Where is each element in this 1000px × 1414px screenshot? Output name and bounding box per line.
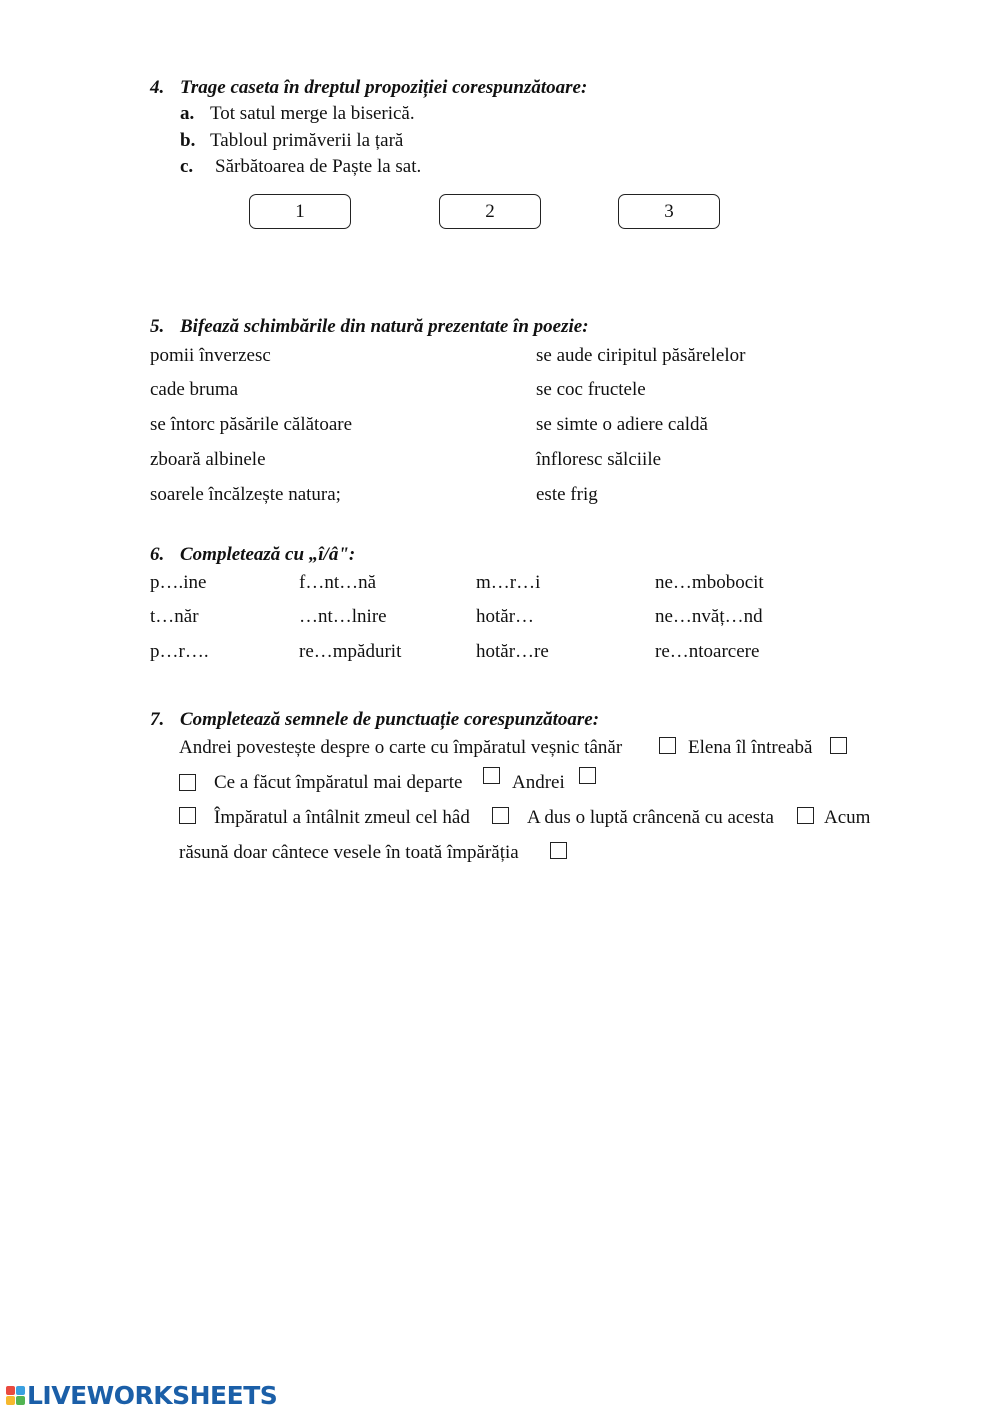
exercise-7-title bbox=[150, 710, 599, 729]
fill-word[interactable]: re…ntoarcere bbox=[655, 641, 760, 662]
logo-square bbox=[16, 1396, 25, 1405]
nature-option[interactable]: pomii înverzesc bbox=[150, 345, 271, 366]
option-text: Tabloul primăverii la țară bbox=[210, 130, 404, 151]
nature-option[interactable]: zboară albinele bbox=[150, 449, 266, 470]
punctuation-box[interactable] bbox=[483, 767, 500, 784]
nature-option[interactable]: cade bruma bbox=[150, 379, 239, 400]
fill-word[interactable]: …nt…lnire bbox=[299, 606, 387, 627]
option-letter: c. bbox=[180, 156, 194, 177]
exercise-5-number: 5. bbox=[150, 316, 165, 337]
nature-option[interactable]: este frig bbox=[536, 484, 598, 505]
punctuation-box[interactable] bbox=[492, 807, 509, 824]
exercise-4-option-a bbox=[180, 104, 415, 123]
punctuation-box[interactable] bbox=[179, 774, 196, 791]
punctuation-text: Acum bbox=[824, 807, 871, 828]
nature-option[interactable]: înfloresc sălciile bbox=[536, 449, 662, 470]
punctuation-box[interactable] bbox=[659, 737, 676, 754]
punctuation-box[interactable] bbox=[579, 767, 596, 784]
exercise-4-number: 4. bbox=[150, 77, 165, 98]
punctuation-box[interactable] bbox=[550, 842, 567, 859]
nature-option[interactable]: se aude ciripitul păsărelelor bbox=[536, 345, 746, 366]
exercise-5-title bbox=[150, 317, 589, 336]
punctuation-text: Ce a făcut împăratul mai departe bbox=[214, 772, 463, 793]
option-letter: a. bbox=[180, 103, 195, 124]
logo-square bbox=[6, 1386, 15, 1395]
fill-word[interactable]: re…mpădurit bbox=[299, 641, 402, 662]
punctuation-text: A dus o luptă crâncenă cu acesta bbox=[527, 807, 774, 828]
drag-box-2[interactable]: 2 bbox=[439, 194, 541, 229]
exercise-6-number: 6. bbox=[150, 544, 165, 565]
nature-option[interactable]: se coc fructele bbox=[536, 379, 646, 400]
punctuation-box[interactable] bbox=[797, 807, 814, 824]
option-text: Tot satul merge la biserică. bbox=[210, 103, 415, 124]
fill-word[interactable]: p….ine bbox=[150, 572, 207, 593]
liveworksheets-logo bbox=[6, 1381, 277, 1409]
punctuation-box[interactable] bbox=[179, 807, 196, 824]
exercise-4-title-text: Trage caseta în dreptul propoziției corespunzătoare: bbox=[180, 77, 588, 98]
punctuation-text: Împăratul a întâlnit zmeul cel hâd bbox=[214, 807, 470, 828]
punctuation-text: Andrei bbox=[512, 772, 565, 793]
fill-word[interactable]: ne…mbobocit bbox=[655, 572, 764, 593]
logo-text: LIVEWORKSHEETS bbox=[27, 1380, 278, 1410]
exercise-4-title bbox=[150, 78, 587, 97]
exercise-7-title-text: Completează semnele de punctuație corespunzătoare: bbox=[180, 709, 600, 730]
exercise-4-option-b bbox=[180, 131, 403, 150]
nature-option[interactable]: se întorc păsările călătoare bbox=[150, 414, 353, 435]
fill-word[interactable]: p…r…. bbox=[150, 641, 209, 662]
fill-word[interactable]: m…r…i bbox=[476, 572, 541, 593]
logo-square bbox=[6, 1396, 15, 1405]
nature-option[interactable]: soarele încălzește natura; bbox=[150, 484, 341, 505]
punctuation-text: Andrei povestește despre o carte cu împăratul veșnic tânăr bbox=[179, 737, 623, 758]
fill-word[interactable]: f…nt…nă bbox=[299, 572, 377, 593]
fill-word[interactable]: ne…nvăț…nd bbox=[655, 606, 763, 627]
fill-word[interactable]: t…năr bbox=[150, 606, 199, 627]
drag-box-1[interactable]: 1 bbox=[249, 194, 351, 229]
exercise-5-title-text: Bifează schimbările din natură prezentate în poezie: bbox=[180, 316, 589, 337]
nature-option[interactable]: se simte o adiere caldă bbox=[536, 414, 708, 435]
punctuation-text: răsună doar cântece vesele în toată împărăția bbox=[179, 842, 519, 863]
exercise-6-title bbox=[150, 545, 355, 564]
fill-word[interactable]: hotăr… bbox=[476, 606, 535, 627]
fill-word[interactable]: hotăr…re bbox=[476, 641, 549, 662]
punctuation-text: Elena îl întreabă bbox=[688, 737, 813, 758]
option-letter: b. bbox=[180, 130, 196, 151]
logo-icon bbox=[6, 1386, 25, 1405]
exercise-4-option-c bbox=[180, 157, 421, 176]
drag-box-3[interactable]: 3 bbox=[618, 194, 720, 229]
punctuation-box[interactable] bbox=[830, 737, 847, 754]
exercise-6-title-text: Completează cu „î/â": bbox=[180, 544, 356, 565]
logo-square bbox=[16, 1386, 25, 1395]
option-text: Sărbătoarea de Paște la sat. bbox=[215, 156, 422, 177]
exercise-7-number: 7. bbox=[150, 709, 165, 730]
